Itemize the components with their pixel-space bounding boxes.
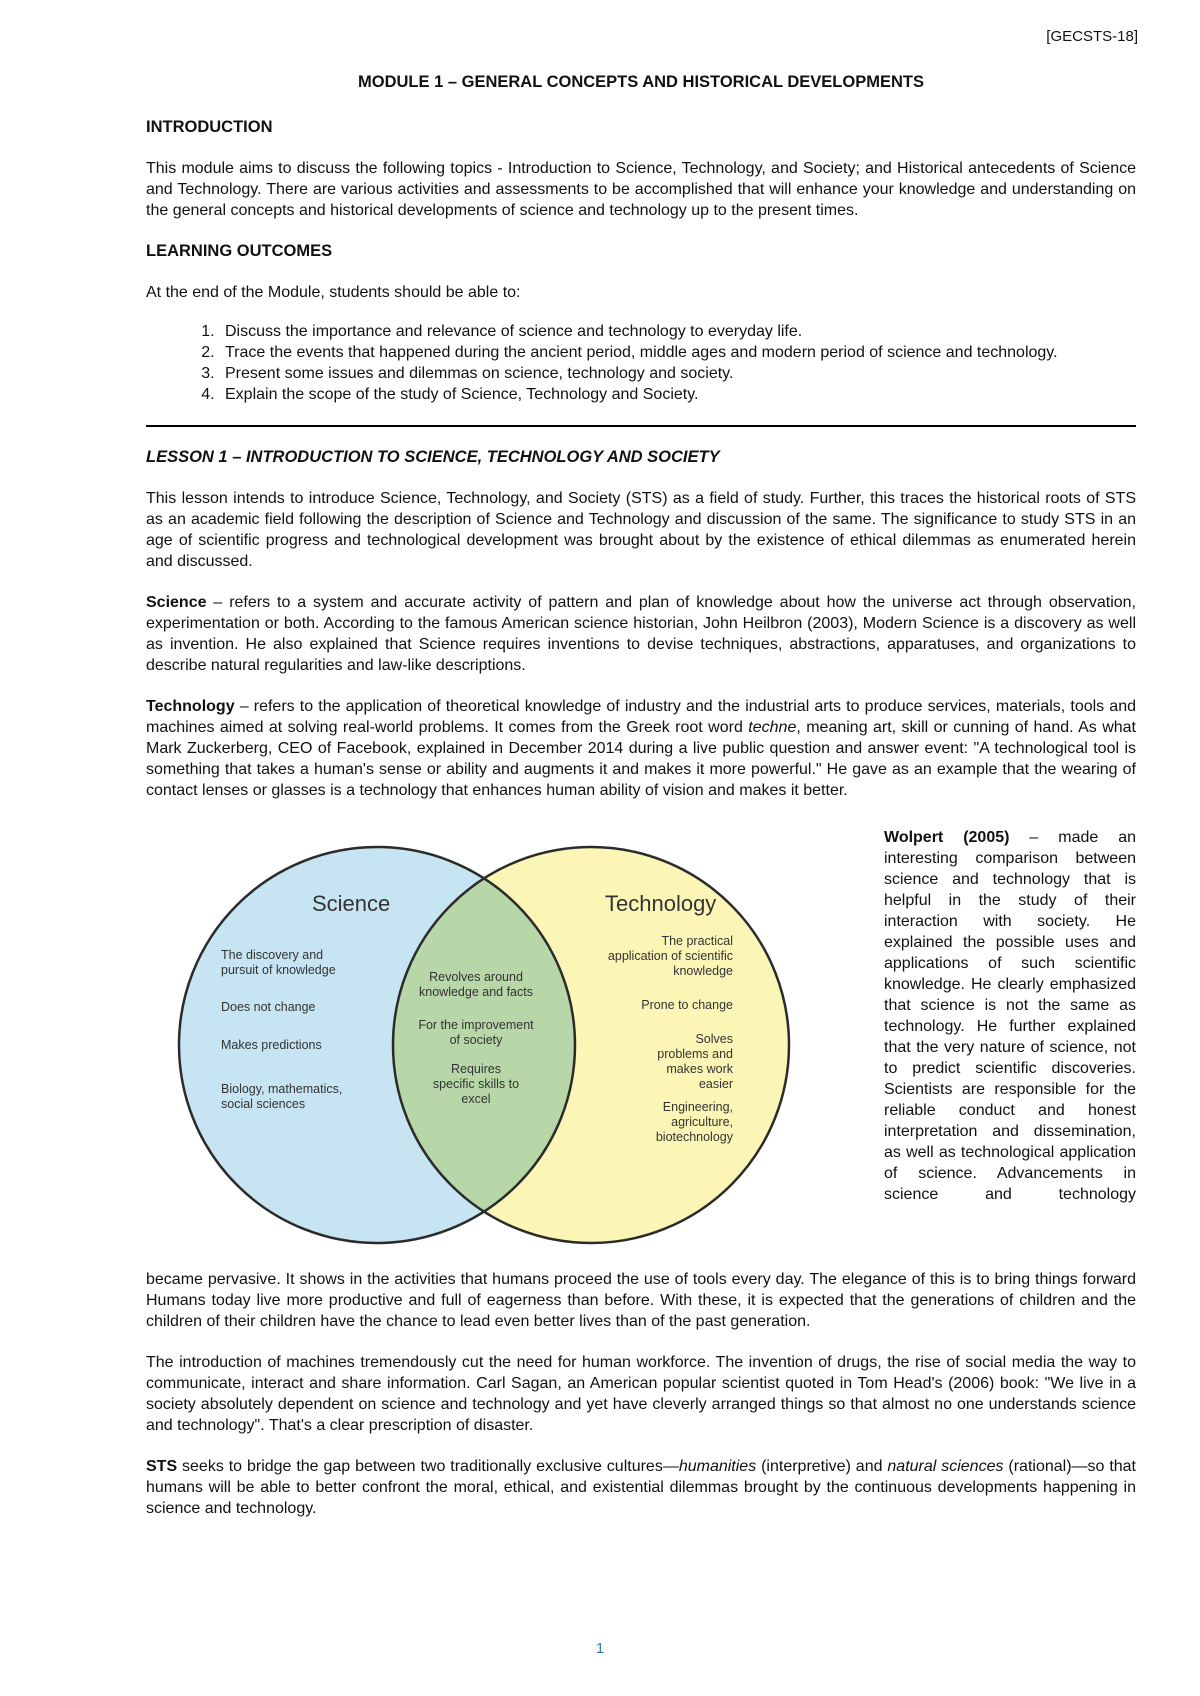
technology-item: Prone to change (641, 998, 733, 1012)
science-definition-text: – refers to a system and accurate activity of pattern and plan of knowledge about how the universe act through observation, experimentation or both. According to the famous American science historian, John Heilbron (2003), Modern Science is a discovery as well as invention. He also explained that Science requires inventions to devise techniques, abstractions, apparatuses, and organizations to describe natural regularities and law-like descriptions. (146, 594, 1136, 674)
overlap-item: Requires specific skills to excel (432, 1062, 520, 1106)
learning-outcomes-intro: At the end of the Module, students should be able to: (146, 284, 521, 301)
humanities-word: humanities (678, 1458, 757, 1475)
list-item: 2. Trace the events that happened during the ancient period, middle ages and modern period of science and technology. (219, 342, 1136, 363)
document-code: [GECSTS-18] (1046, 28, 1138, 45)
technology-definition (146, 696, 1136, 801)
sts-term: STS (146, 1458, 178, 1475)
technology-item: The practical application of scientific knowledge (607, 934, 733, 978)
lesson-title: LESSON 1 – INTRODUCTION TO SCIENCE, TECHNOLOGY AND SOCIETY (146, 448, 720, 466)
page-number: 1 (595, 1640, 605, 1657)
sts-text-b: (interpretive) and (756, 1458, 888, 1475)
science-definition (146, 592, 1136, 676)
venn-technology-title: Technology (605, 891, 717, 916)
overlap-item: For the improvement of society (418, 1018, 534, 1047)
list-item: 3. Present some issues and dilemmas on science, technology and society. (219, 363, 1136, 384)
venn-science-title: Science (312, 891, 391, 916)
venn-diagram (164, 827, 804, 1267)
science-item: The discovery and pursuit of knowledge (221, 948, 336, 977)
science-term: Science (146, 594, 207, 611)
technology-item: Engineering, agriculture, biotechnology (655, 1100, 733, 1144)
technology-item: Solves problems and makes work easier (657, 1032, 733, 1091)
module-title: MODULE 1 – GENERAL CONCEPTS AND HISTORICAL DEVELOPMENTS (358, 73, 924, 91)
wolpert-paragraph (884, 827, 1136, 1205)
page-content (146, 68, 1136, 1539)
introduction-text: This module aims to discuss the following topics - Introduction to Science, Technology, and Society; and Historical antecedents of Science and Technology. There are various activities and assessments to be accomplished that will enhance your knowledge and understanding on the general concepts and historical developments of science and technology up to the present times. (146, 160, 1136, 219)
wolpert-name: Wolpert (2005) (884, 829, 1010, 846)
introduction-heading: INTRODUCTION (146, 118, 273, 136)
technology-term: Technology (146, 698, 235, 715)
technology-definition-text-a: – refers to the application of theoretical knowledge of industry and the industrial arts to produce services, materials, tools and machines aimed at solving real-world problems. It comes from the Greek root word (146, 698, 1136, 736)
list-item: 1. Discuss the importance and relevance of science and technology to everyday life. (219, 321, 1136, 342)
science-item: Does not change (221, 1000, 316, 1014)
learning-outcomes-list (146, 321, 1136, 405)
natural-sciences-word: natural sciences (887, 1458, 1004, 1475)
wolpert-text: – made an interesting comparison between science and technology that is helpful in the study of their interaction with society. He explained the possible uses and applications of such scientific knowledge. He clearly emphasized that science is not the same as technology. He further explained that the very nature of science, not to predict scientific discoveries. Scientists are responsible for the reliable conduct and honest interpretation and dissemination, as well as technological application of science. Advancements in science and technology (884, 829, 1136, 1203)
sts-text-c: (rational)—so that humans will be able to better confront the moral, ethical, and existential dilemmas brought by the continuous developments happening in science and technology. (146, 1458, 1137, 1517)
list-item: 4. Explain the scope of the study of Science, Technology and Society. (219, 384, 1136, 405)
learning-outcomes-heading: LEARNING OUTCOMES (146, 242, 333, 260)
sts-paragraph (146, 1456, 1136, 1519)
overlap-item: Revolves around knowledge and facts (419, 970, 533, 999)
sts-text-a: seeks to bridge the gap between two traditionally exclusive cultures— (177, 1458, 679, 1475)
lesson-intro: This lesson intends to introduce Science, Technology, and Society (STS) as a field of study. Further, this traces the historical roots of STS as an academic field following the description of Science and Technology and discussion of the same. The significance to study STS in an age of scientific progress and technological development was brought about by the existence of ethical dilemmas as enumerated herein and discussed. (146, 490, 1136, 570)
technology-definition-text-b: , meaning art, skill or cunning of hand. As what Mark Zuckerberg, CEO of Facebook, explained in December 2014 during a live public question and answer event: "A technological tool is something that takes a human's sense or ability and augments it and makes it more powerful." He gave as an example that the wearing of contact lenses or glasses is a technology that enhances human ability of vision and makes it better. (146, 719, 1137, 799)
science-item: Biology, mathematics, social sciences (221, 1082, 343, 1111)
venn-section (146, 821, 1136, 1269)
techne-word: techne (748, 719, 797, 736)
science-item: Makes predictions (221, 1038, 322, 1052)
section-divider (146, 425, 1136, 427)
wolpert-continued: became pervasive. It shows in the activities that humans proceed the use of tools every day. The elegance of this is to bring things forward Humans today live more productive and full of eagerness than before. With these, it is expected that the generations of children and the children of their children have the chance to lead even better lives than of the past generation. (146, 1271, 1136, 1330)
machines-paragraph: The introduction of machines tremendously cut the need for human workforce. The invention of drugs, the rise of social media the way to communicate, interact and share information. Carl Sagan, an American popular scientist quoted in Tom Head's (2006) book: "We live in a society absolutely dependent on science and technology and yet have cleverly arranged things so that almost no one understands science and technology". That's a clear prescription of disaster. (146, 1354, 1136, 1434)
